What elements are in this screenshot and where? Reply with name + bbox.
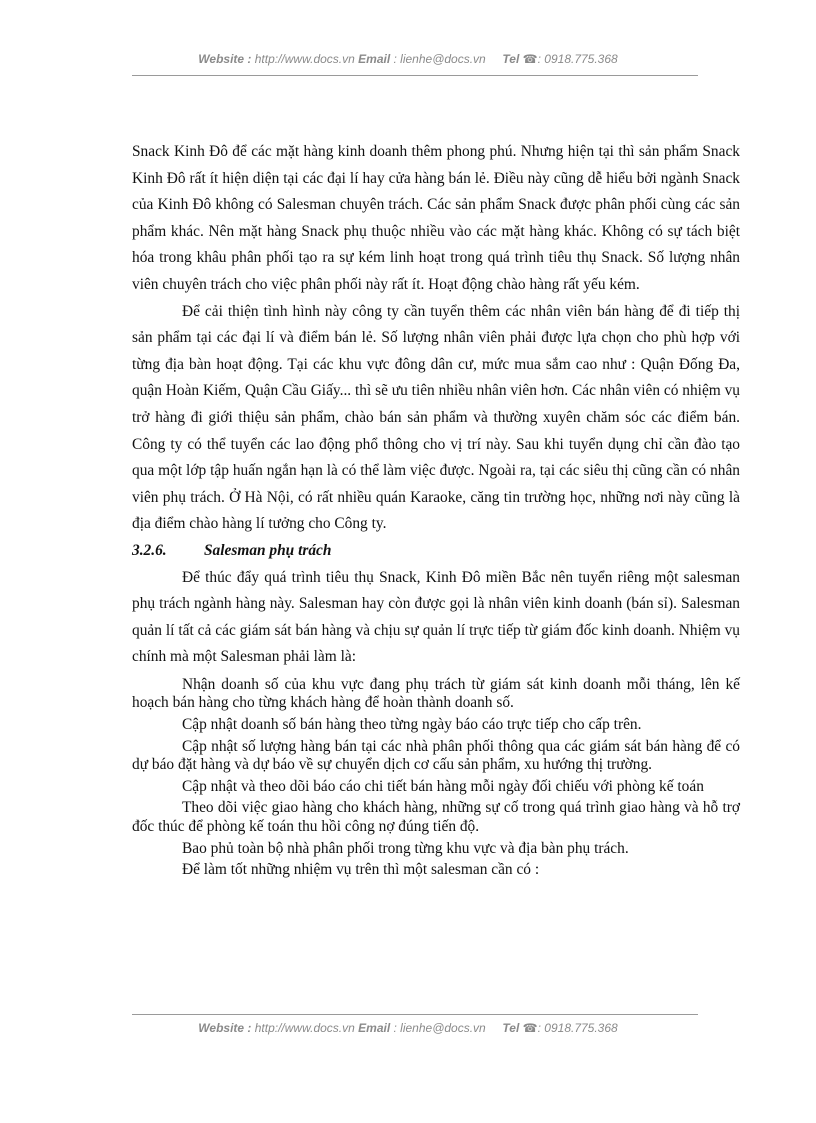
header-website-url[interactable]: http://www.docs.vn [254, 52, 355, 66]
footer-tel-value: : 0918.775.368 [537, 1021, 618, 1035]
footer-tel-label: Tel [502, 1021, 520, 1035]
list-item: Cập nhật và theo dõi báo cáo chi tiết bán hàng mỗi ngày đối chiếu với phòng kế toán [182, 777, 704, 795]
phone-icon: ☎ [522, 52, 538, 66]
header-tel-label: Tel [502, 52, 520, 66]
list-item: Bao phủ toàn bộ nhà phân phối trong từng khu vực và địa bàn phụ trách. [182, 839, 629, 857]
page-header [0, 52, 816, 66]
list-item: Để làm tốt những nhiệm vụ trên thì một salesman cần có : [182, 861, 540, 879]
footer-website-url[interactable]: http://www.docs.vn [254, 1021, 355, 1035]
footer-divider [132, 1014, 698, 1015]
section-title: Salesman phụ trách [204, 541, 332, 559]
list-item: Nhận doanh số của khu vực đang phụ trách từ giám sát kinh doanh mỗi tháng, lên kế hoạch bán hàng cho từng khách hàng để hoàn thành doanh số. [132, 675, 740, 712]
footer-email-label: Email [358, 1021, 391, 1035]
duties-list [132, 673, 740, 880]
list-item: Cập nhật doanh số bán hàng theo từng ngày báo cáo trực tiếp cho cấp trên. [182, 716, 642, 734]
document-body [132, 139, 740, 880]
list-item: Theo dõi việc giao hàng cho khách hàng, những sự cố trong quá trình giao hàng và hỗ trợ đốc thúc để phòng kế toán thu hồi công nợ đúng tiến độ. [132, 799, 740, 836]
header-website-label: Website : [198, 52, 252, 66]
section-number: 3.2.6. [132, 541, 167, 559]
header-email-label: Email [358, 52, 391, 66]
paragraph-3: Để thúc đẩy quá trình tiêu thụ Snack, Kinh Đô miền Bắc nên tuyển riêng một salesman phụ trách ngành hàng này. Salesman hay còn được gọi là nhân viên kinh doanh (bán sỉ). Salesman quản lí tất cả các giám sát bán hàng và chịu sự quản lí trực tiếp từ giám đốc kinh doanh. Nhiệm vụ chính mà một Salesman phải làm là: [132, 568, 740, 666]
header-tel-value: : 0918.775.368 [537, 52, 618, 66]
list-item: Cập nhật số lượng hàng bán tại các nhà phân phối thông qua các giám sát bán hàng để có dự báo đặt hàng và dự báo về sự chuyển dịch cơ cấu sản phẩm, xu hướng thị trường. [132, 737, 740, 774]
page-footer [0, 1021, 816, 1035]
header-email-value[interactable]: : lienhe@docs.vn [393, 52, 486, 66]
footer-email-value[interactable]: : lienhe@docs.vn [393, 1021, 486, 1035]
phone-icon: ☎ [522, 1021, 538, 1035]
header-divider [132, 75, 698, 76]
paragraph-2: Để cải thiện tình hình này công ty cần tuyển thêm các nhân viên bán hàng để đi tiếp thị sản phẩm tại các đại lí và điểm bán lẻ. Số lượng nhân viên phải được lựa chọn cho phù hợp với từng địa bàn hoạt động. Tại các khu vực đông dân cư, mức mua sắm cao như : Quận Đống Đa, quận Hoàn Kiếm, Quận Cầu Giấy... thì sẽ ưu tiên nhiều nhân viên hơn. Các nhân viên có nhiệm vụ trở hàng đi giới thiệu sản phẩm, chào bán sản phẩm và thường xuyên chăm sóc các điểm bán. Công ty có thể tuyển các lao động phổ thông cho vị trí này. Sau khi tuyển dụng chỉ cần đào tạo qua một lớp tập huấn ngắn hạn là có thể làm việc được. Ngoài ra, tại các siêu thị cũng cần có nhân viên phụ trách. Ở Hà Nội, có rất nhiều quán Karaoke, căng tin trường học, những nơi này cũng là địa điểm chào hàng lí tưởng cho Công ty. [132, 302, 740, 533]
section-heading [132, 538, 740, 565]
paragraph-1: Snack Kinh Đô để các mặt hàng kinh doanh thêm phong phú. Nhưng hiện tại thì sản phẩm Snack Kinh Đô rất ít hiện diện tại các đại lí hay cửa hàng bán lẻ. Điều này cũng dễ hiểu bởi ngành Snack của Kinh Đô không có Salesman chuyên trách. Các sản phẩm Snack được phân phối cùng các sản phẩm khác. Nên mặt hàng Snack phụ thuộc nhiều vào các mặt hàng khác. Không có sự tách biệt hóa trong khâu phân phối tạo ra sự kém linh hoạt trong quá trình tiêu thụ Snack. Số lượng nhân viên chuyên trách cho việc phân phối này rất ít. Hoạt động chào hàng rất yếu kém. [132, 143, 740, 293]
footer-website-label: Website : [198, 1021, 252, 1035]
